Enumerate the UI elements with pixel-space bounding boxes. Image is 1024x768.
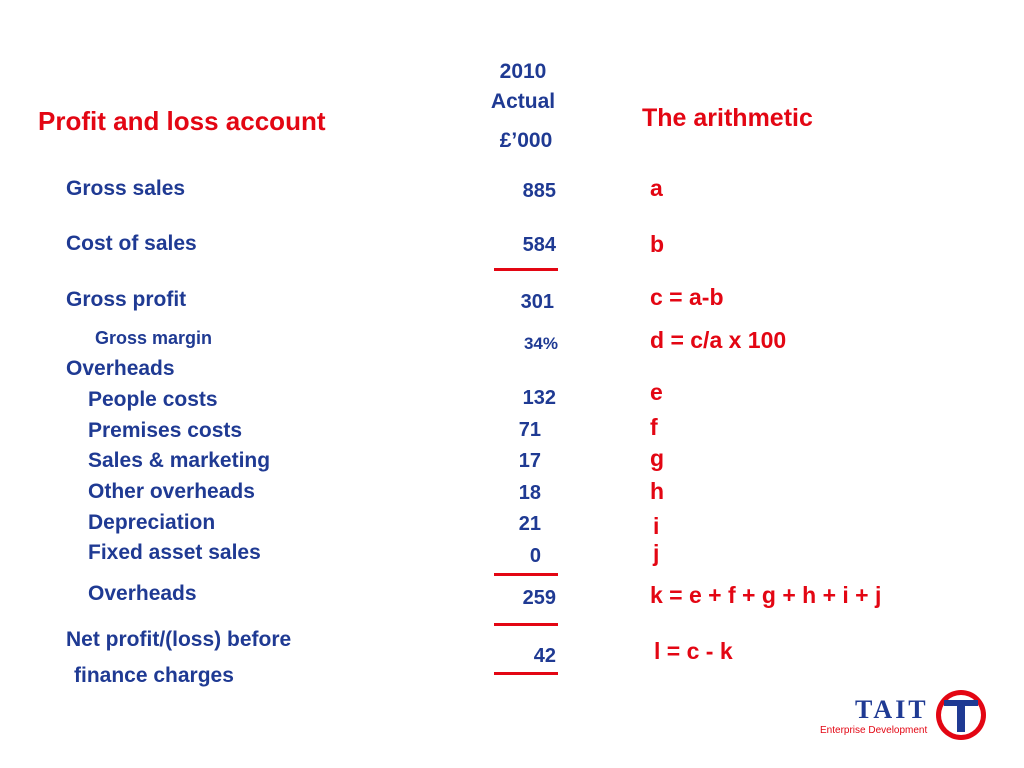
row-label-gross-margin: Gross margin <box>95 328 213 348</box>
row-calc-premises-costs: f <box>650 414 658 440</box>
row-label-gross-profit: Gross profit <box>66 288 187 311</box>
row-label-depreciation: Depreciation <box>88 511 216 534</box>
total-rule <box>494 672 558 675</box>
row-label-people-costs: People costs <box>88 388 218 411</box>
row-value-overheads-total: 259 <box>522 587 556 609</box>
row-value-gross-profit: 301 <box>520 291 554 313</box>
row-calc-gross-margin: d = c/a x 100 <box>650 327 787 353</box>
tait-t-logo-icon <box>934 688 988 742</box>
row-calc-people-costs: e <box>650 379 663 405</box>
row-label-overheads-total: Overheads <box>88 582 197 605</box>
column-header-year: 2010 <box>499 60 547 83</box>
row-value-fixed-asset-sales: 0 <box>529 545 541 567</box>
logo-name: TAIT <box>855 695 929 724</box>
row-calc-fixed-asset-sales: j <box>653 540 660 566</box>
row-value-cost-of-sales: 584 <box>522 234 556 256</box>
row-calc-sales-marketing: g <box>650 445 665 471</box>
section-heading-overheads: Overheads <box>66 357 175 380</box>
row-calc-gross-sales: a <box>650 175 663 201</box>
row-value-other-overheads: 18 <box>518 482 541 504</box>
subtotal-rule <box>494 268 558 271</box>
row-value-gross-sales: 885 <box>522 180 556 202</box>
page-title: Profit and loss account <box>38 106 326 136</box>
row-label-net-profit: Net profit/(loss) before <box>66 628 292 651</box>
row-value-depreciation: 21 <box>518 513 541 535</box>
arithmetic-title: The arithmetic <box>642 104 813 132</box>
row-calc-other-overheads: h <box>650 478 665 504</box>
row-label-other-overheads: Other overheads <box>88 480 255 503</box>
row-value-gross-margin: 34% <box>523 334 558 353</box>
row-value-premises-costs: 71 <box>518 419 541 441</box>
row-label-cost-of-sales: Cost of sales <box>66 232 197 255</box>
row-label-fixed-asset-sales: Fixed asset sales <box>88 541 261 564</box>
column-header-unit: £’000 <box>499 129 553 152</box>
row-calc-net-profit: l = c - k <box>654 638 733 664</box>
row-calc-depreciation: i <box>653 513 660 539</box>
row-value-sales-marketing: 17 <box>518 450 541 472</box>
column-header-type: Actual <box>490 90 556 113</box>
row-label-net-profit-line2: finance charges <box>74 664 234 687</box>
row-value-net-profit: 42 <box>533 645 556 667</box>
row-calc-gross-profit: c = a-b <box>650 284 724 310</box>
logo-tagline: Enterprise Development <box>820 725 928 736</box>
row-label-gross-sales: Gross sales <box>66 177 186 200</box>
row-label-premises-costs: Premises costs <box>88 419 243 442</box>
row-label-sales-marketing: Sales & marketing <box>88 449 271 472</box>
row-calc-cost-of-sales: b <box>650 231 665 257</box>
subtotal-rule <box>494 573 558 576</box>
subtotal-rule <box>494 623 558 626</box>
row-calc-overheads-total: k = e + f + g + h + i + j <box>650 582 882 608</box>
row-value-people-costs: 132 <box>522 387 556 409</box>
